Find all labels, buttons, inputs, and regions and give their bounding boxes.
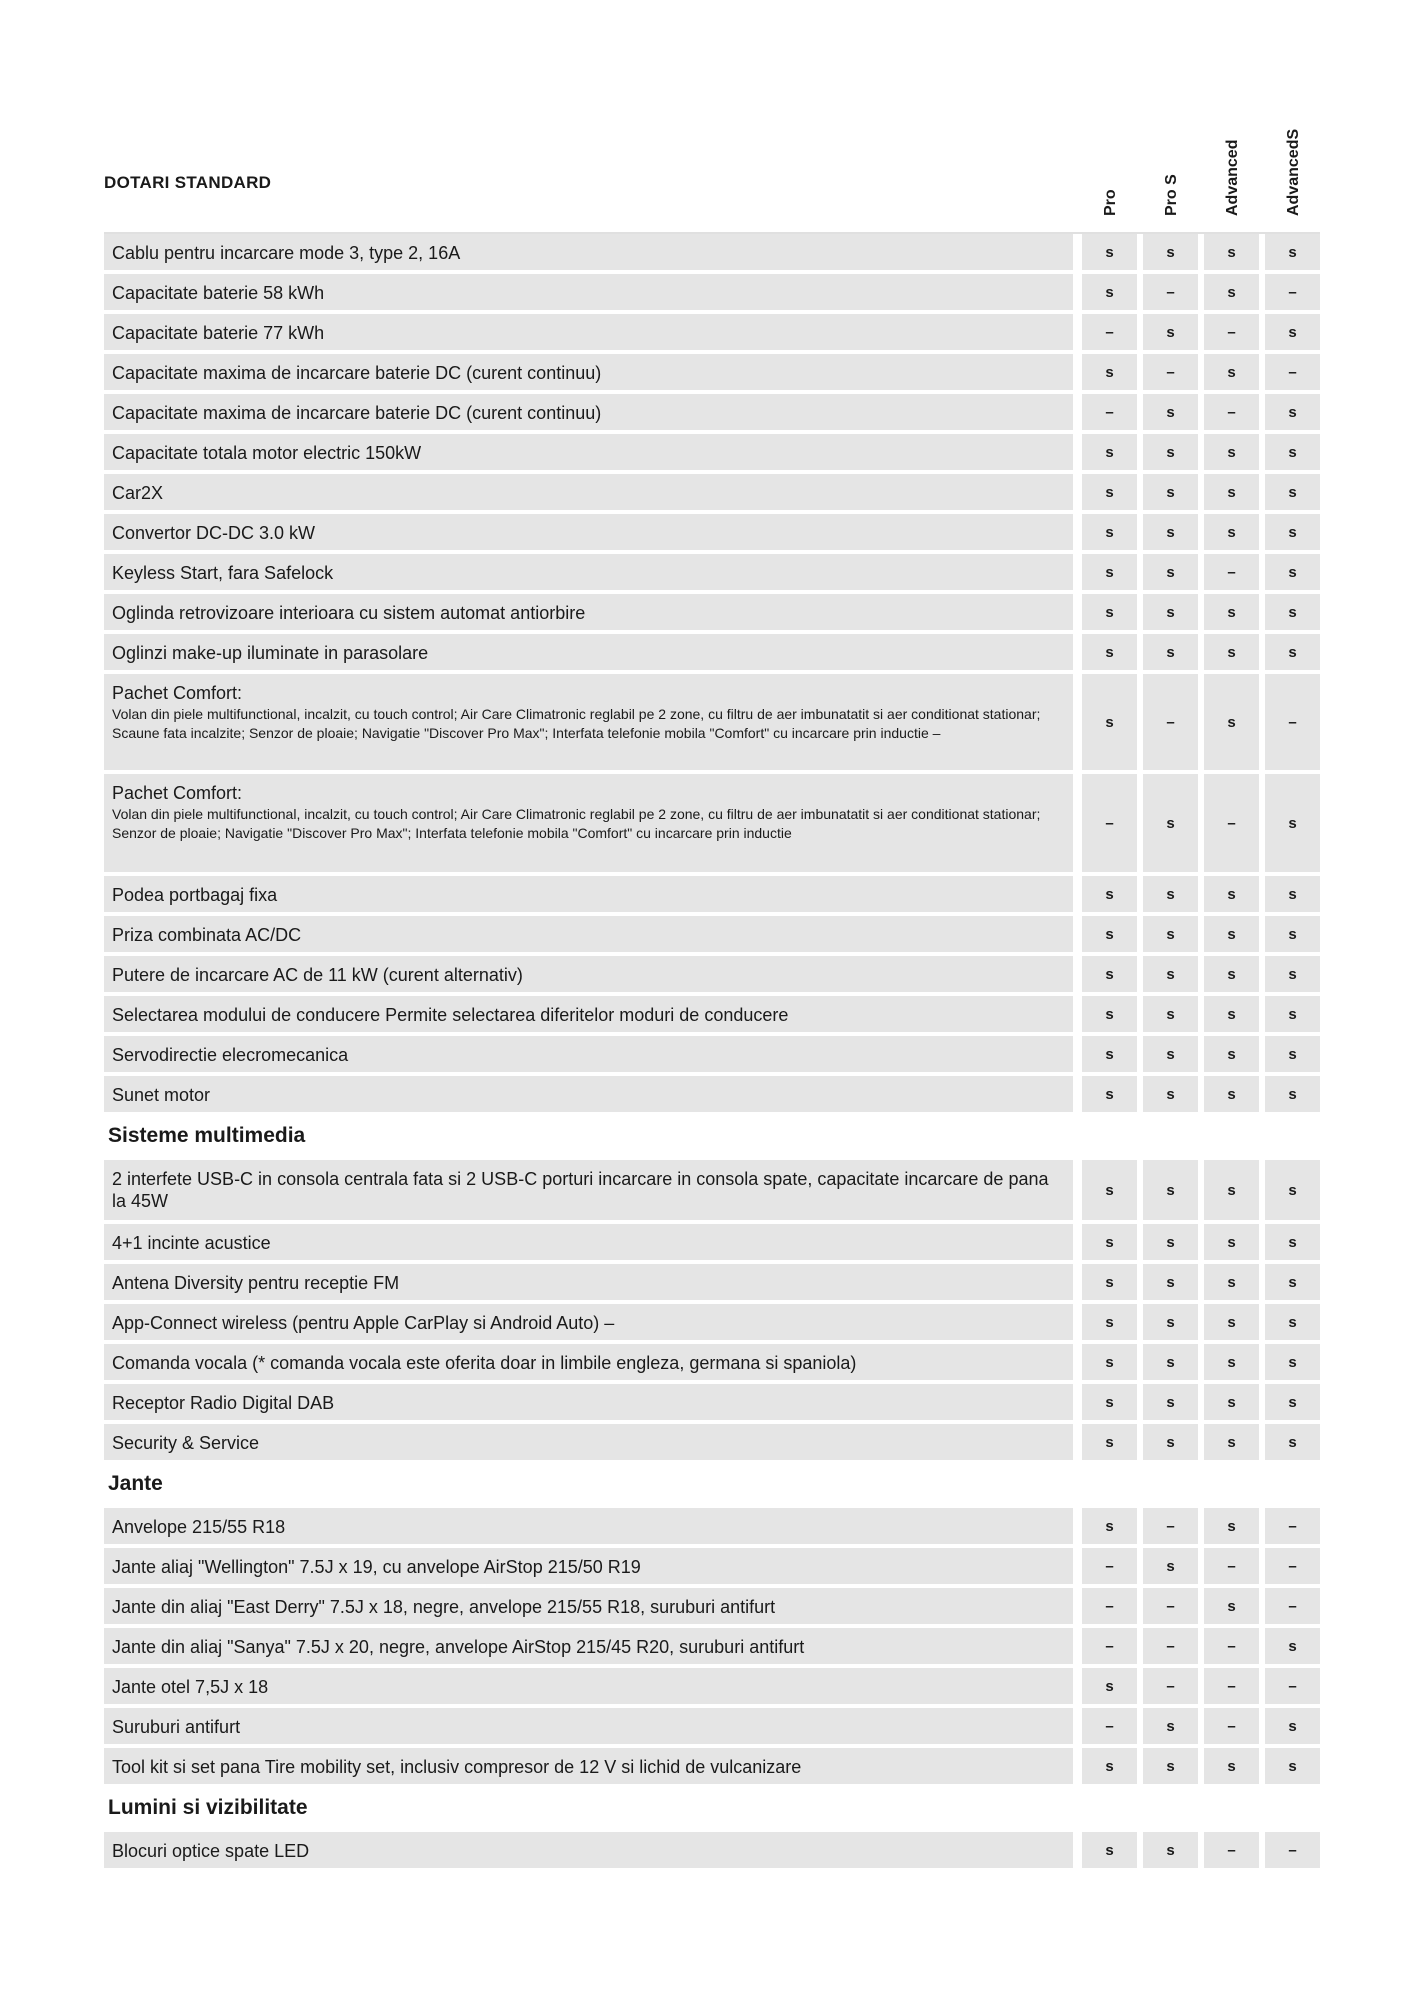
availability-pro: s bbox=[1082, 674, 1137, 770]
feature-label: Oglinzi make-up iluminate in parasolare bbox=[112, 643, 429, 663]
feature-description: Volan din piele multifunctional, incalzit, cu touch control; Air Care Climatronic reglabil pe 2 zone, cu filtru de aer imbunatatit si aer conditionat stationar; Scaune fata incalzite; Senzor de ploaie; Navigatie "Discover Pro Max"; Interfata telefonie mobila "Comfort" cu incarcare prin inductie – bbox=[112, 706, 1041, 741]
table-row bbox=[104, 1076, 1320, 1112]
availability-advanced: s bbox=[1204, 956, 1259, 992]
table-row bbox=[104, 1224, 1320, 1260]
availability-advanced: s bbox=[1204, 1076, 1259, 1112]
feature-label: Priza combinata AC/DC bbox=[112, 925, 302, 945]
availability-cells bbox=[1073, 1344, 1320, 1380]
feature-label: Cablu pentru incarcare mode 3, type 2, 16A bbox=[112, 243, 461, 263]
availability-cells bbox=[1073, 394, 1320, 430]
availability-advanced-s: s bbox=[1265, 314, 1320, 350]
availability-pro: s bbox=[1082, 354, 1137, 390]
availability-advanced: – bbox=[1204, 314, 1259, 350]
availability-pro: – bbox=[1082, 774, 1137, 872]
feature-cell bbox=[104, 1264, 1073, 1300]
availability-advanced: s bbox=[1204, 674, 1259, 770]
availability-pro-s: – bbox=[1143, 274, 1198, 310]
feature-description: Volan din piele multifunctional, incalzit, cu touch control; Air Care Climatronic reglabil pe 2 zone, cu filtru de aer imbunatatit si aer conditionat stationar; Senzor de ploaie; Navigatie "Discover Pro Max"; Interfata telefonie mobila "Comfort" cu incarcare prin inductie bbox=[112, 806, 1041, 841]
feature-cell bbox=[104, 1160, 1073, 1220]
availability-advanced-s: s bbox=[1265, 774, 1320, 872]
availability-pro: s bbox=[1082, 1424, 1137, 1460]
table-row bbox=[104, 774, 1320, 872]
availability-pro-s: s bbox=[1143, 1548, 1198, 1584]
table-row bbox=[104, 916, 1320, 952]
availability-pro-s: s bbox=[1143, 1832, 1198, 1868]
feature-label: Jante otel 7,5J x 18 bbox=[112, 1677, 269, 1697]
feature-cell bbox=[104, 1036, 1073, 1072]
feature-cell bbox=[104, 434, 1073, 470]
availability-advanced: – bbox=[1204, 774, 1259, 872]
feature-label: Capacitate maxima de incarcare baterie DC (curent continuu) bbox=[112, 403, 602, 423]
table-row bbox=[104, 554, 1320, 590]
availability-advanced-s: – bbox=[1265, 274, 1320, 310]
availability-advanced-s: s bbox=[1265, 594, 1320, 630]
table-header bbox=[104, 0, 1320, 234]
availability-pro: s bbox=[1082, 234, 1137, 270]
availability-advanced: – bbox=[1204, 1548, 1259, 1584]
availability-pro: s bbox=[1082, 594, 1137, 630]
section-title: Jante bbox=[108, 1472, 163, 1495]
availability-advanced-s: s bbox=[1265, 1628, 1320, 1664]
availability-cells bbox=[1073, 1384, 1320, 1420]
availability-cells bbox=[1073, 314, 1320, 350]
table-row bbox=[104, 234, 1320, 270]
availability-cells bbox=[1073, 996, 1320, 1032]
availability-advanced-s: – bbox=[1265, 1588, 1320, 1624]
column-header-pro: Pro bbox=[1101, 189, 1119, 216]
availability-pro: s bbox=[1082, 634, 1137, 670]
availability-pro-s: s bbox=[1143, 594, 1198, 630]
feature-label: Receptor Radio Digital DAB bbox=[112, 1393, 335, 1413]
availability-pro: s bbox=[1082, 1304, 1137, 1340]
feature-label: Capacitate maxima de incarcare baterie DC (curent continuu) bbox=[112, 363, 602, 383]
feature-label: Pachet Comfort: bbox=[112, 683, 243, 703]
availability-advanced-s: s bbox=[1265, 234, 1320, 270]
availability-advanced-s: – bbox=[1265, 1832, 1320, 1868]
availability-cells bbox=[1073, 1424, 1320, 1460]
feature-label: Jante din aliaj "East Derry" 7.5J x 18, negre, anvelope 215/55 R18, suruburi antifurt bbox=[112, 1597, 776, 1617]
table-row bbox=[104, 274, 1320, 310]
availability-cells bbox=[1073, 1628, 1320, 1664]
availability-pro-s: s bbox=[1143, 996, 1198, 1032]
feature-label: Putere de incarcare AC de 11 kW (curent alternativ) bbox=[112, 965, 523, 985]
feature-label: Convertor DC-DC 3.0 kW bbox=[112, 523, 316, 543]
availability-pro-s: – bbox=[1143, 1628, 1198, 1664]
availability-pro-s: s bbox=[1143, 1304, 1198, 1340]
feature-label: Comanda vocala (* comanda vocala este oferita doar in limbile engleza, germana si spaniola) bbox=[112, 1353, 857, 1373]
availability-cells bbox=[1073, 774, 1320, 872]
feature-cell bbox=[104, 1708, 1073, 1744]
feature-label: Capacitate baterie 58 kWh bbox=[112, 283, 325, 303]
feature-cell bbox=[104, 274, 1073, 310]
table-row bbox=[104, 1304, 1320, 1340]
availability-pro: s bbox=[1082, 1508, 1137, 1544]
feature-label: Blocuri optice spate LED bbox=[112, 1841, 310, 1861]
availability-advanced: – bbox=[1204, 1628, 1259, 1664]
feature-label: Keyless Start, fara Safelock bbox=[112, 563, 334, 583]
feature-label: Jante aliaj "Wellington" 7.5J x 19, cu anvelope AirStop 215/50 R19 bbox=[112, 1557, 641, 1577]
table-row bbox=[104, 594, 1320, 630]
availability-pro-s: s bbox=[1143, 1748, 1198, 1784]
availability-pro-s: – bbox=[1143, 1508, 1198, 1544]
availability-advanced: s bbox=[1204, 1224, 1259, 1260]
availability-pro: s bbox=[1082, 434, 1137, 470]
table-row bbox=[104, 1628, 1320, 1664]
availability-cells bbox=[1073, 916, 1320, 952]
availability-advanced-s: s bbox=[1265, 1036, 1320, 1072]
availability-pro-s: s bbox=[1143, 1384, 1198, 1420]
availability-pro-s: s bbox=[1143, 314, 1198, 350]
availability-pro-s: s bbox=[1143, 774, 1198, 872]
availability-pro-s: s bbox=[1143, 876, 1198, 912]
feature-cell bbox=[104, 1588, 1073, 1624]
availability-pro: s bbox=[1082, 1160, 1137, 1220]
feature-cell bbox=[104, 916, 1073, 952]
availability-cells bbox=[1073, 1748, 1320, 1784]
availability-advanced-s: s bbox=[1265, 996, 1320, 1032]
availability-pro: s bbox=[1082, 1076, 1137, 1112]
feature-cell bbox=[104, 1224, 1073, 1260]
availability-cells bbox=[1073, 1832, 1320, 1868]
availability-advanced-s: s bbox=[1265, 1748, 1320, 1784]
availability-pro-s: s bbox=[1143, 514, 1198, 550]
feature-label: Suruburi antifurt bbox=[112, 1717, 241, 1737]
table-row bbox=[104, 1160, 1320, 1220]
availability-pro-s: – bbox=[1143, 1588, 1198, 1624]
availability-advanced-s: s bbox=[1265, 634, 1320, 670]
availability-advanced-s: s bbox=[1265, 514, 1320, 550]
availability-advanced: s bbox=[1204, 1304, 1259, 1340]
availability-pro-s: s bbox=[1143, 554, 1198, 590]
availability-pro: s bbox=[1082, 996, 1137, 1032]
feature-cell bbox=[104, 1384, 1073, 1420]
availability-advanced-s: s bbox=[1265, 394, 1320, 430]
feature-label: Security & Service bbox=[112, 1433, 260, 1453]
table-row bbox=[104, 1588, 1320, 1624]
availability-advanced: – bbox=[1204, 1708, 1259, 1744]
availability-advanced-s: – bbox=[1265, 1668, 1320, 1704]
feature-cell bbox=[104, 234, 1073, 270]
table-row bbox=[104, 1508, 1320, 1544]
header-divider bbox=[104, 232, 1320, 234]
feature-cell bbox=[104, 1076, 1073, 1112]
availability-pro-s: – bbox=[1143, 674, 1198, 770]
availability-advanced: s bbox=[1204, 274, 1259, 310]
availability-pro-s: s bbox=[1143, 1160, 1198, 1220]
table-row bbox=[104, 876, 1320, 912]
availability-cells bbox=[1073, 1076, 1320, 1112]
availability-cells bbox=[1073, 876, 1320, 912]
availability-cells bbox=[1073, 234, 1320, 270]
availability-advanced-s: s bbox=[1265, 554, 1320, 590]
feature-cell bbox=[104, 1548, 1073, 1584]
availability-pro: s bbox=[1082, 1344, 1137, 1380]
availability-advanced-s: s bbox=[1265, 956, 1320, 992]
availability-pro-s: – bbox=[1143, 1668, 1198, 1704]
table-row bbox=[104, 1668, 1320, 1704]
availability-advanced: s bbox=[1204, 996, 1259, 1032]
table-row bbox=[104, 956, 1320, 992]
feature-label: Capacitate baterie 77 kWh bbox=[112, 323, 325, 343]
availability-advanced: s bbox=[1204, 1424, 1259, 1460]
availability-pro: s bbox=[1082, 554, 1137, 590]
table-row bbox=[104, 674, 1320, 770]
availability-advanced-s: s bbox=[1265, 434, 1320, 470]
availability-advanced: s bbox=[1204, 594, 1259, 630]
availability-pro-s: s bbox=[1143, 956, 1198, 992]
availability-advanced-s: – bbox=[1265, 1548, 1320, 1584]
availability-pro: s bbox=[1082, 274, 1137, 310]
feature-label: 4+1 incinte acustice bbox=[112, 1233, 271, 1253]
section-title: Sisteme multimedia bbox=[108, 1124, 306, 1147]
feature-cell bbox=[104, 1628, 1073, 1664]
availability-advanced-s: – bbox=[1265, 674, 1320, 770]
availability-advanced: s bbox=[1204, 1588, 1259, 1624]
feature-cell bbox=[104, 554, 1073, 590]
equipment-sheet bbox=[104, 0, 1320, 1872]
availability-pro-s: s bbox=[1143, 1264, 1198, 1300]
availability-pro: – bbox=[1082, 314, 1137, 350]
feature-label: Selectarea modului de conducere Permite selectarea diferitelor moduri de conducere bbox=[112, 1005, 789, 1025]
table-row bbox=[104, 634, 1320, 670]
feature-cell bbox=[104, 1508, 1073, 1544]
feature-label: Oglinda retrovizoare interioara cu sistem automat antiorbire bbox=[112, 603, 586, 623]
table-row bbox=[104, 1344, 1320, 1380]
availability-cells bbox=[1073, 434, 1320, 470]
availability-advanced: s bbox=[1204, 1384, 1259, 1420]
availability-cells bbox=[1073, 474, 1320, 510]
availability-advanced-s: s bbox=[1265, 1304, 1320, 1340]
table-row bbox=[104, 1424, 1320, 1460]
availability-advanced: s bbox=[1204, 1344, 1259, 1380]
availability-pro: s bbox=[1082, 1384, 1137, 1420]
availability-advanced: s bbox=[1204, 434, 1259, 470]
availability-pro: s bbox=[1082, 1832, 1137, 1868]
feature-cell bbox=[104, 314, 1073, 350]
feature-label: Pachet Comfort: bbox=[112, 783, 243, 803]
availability-cells bbox=[1073, 1160, 1320, 1220]
availability-pro-s: s bbox=[1143, 1076, 1198, 1112]
table-row bbox=[104, 1264, 1320, 1300]
availability-advanced-s: s bbox=[1265, 876, 1320, 912]
feature-cell bbox=[104, 774, 1073, 872]
feature-cell bbox=[104, 956, 1073, 992]
availability-advanced: s bbox=[1204, 634, 1259, 670]
availability-pro: – bbox=[1082, 1628, 1137, 1664]
table-row bbox=[104, 1384, 1320, 1420]
availability-advanced-s: s bbox=[1265, 1344, 1320, 1380]
availability-advanced: s bbox=[1204, 234, 1259, 270]
table-row bbox=[104, 1832, 1320, 1868]
feature-cell bbox=[104, 394, 1073, 430]
availability-cells bbox=[1073, 1304, 1320, 1340]
feature-label: App-Connect wireless (pentru Apple CarPlay si Android Auto) – bbox=[112, 1313, 615, 1333]
availability-pro: – bbox=[1082, 1588, 1137, 1624]
availability-advanced: – bbox=[1204, 554, 1259, 590]
availability-advanced-s: s bbox=[1265, 916, 1320, 952]
column-header-pro-s: Pro S bbox=[1162, 174, 1180, 216]
feature-cell bbox=[104, 1832, 1073, 1868]
availability-cells bbox=[1073, 1548, 1320, 1584]
availability-advanced: s bbox=[1204, 876, 1259, 912]
availability-advanced: – bbox=[1204, 1832, 1259, 1868]
feature-cell bbox=[104, 1424, 1073, 1460]
availability-pro-s: s bbox=[1143, 234, 1198, 270]
availability-pro-s: s bbox=[1143, 916, 1198, 952]
availability-cells bbox=[1073, 354, 1320, 390]
availability-pro-s: s bbox=[1143, 1036, 1198, 1072]
feature-label: Antena Diversity pentru receptie FM bbox=[112, 1273, 400, 1293]
table-row bbox=[104, 434, 1320, 470]
availability-advanced-s: – bbox=[1265, 354, 1320, 390]
feature-cell bbox=[104, 1668, 1073, 1704]
feature-label: Podea portbagaj fixa bbox=[112, 885, 278, 905]
availability-advanced-s: s bbox=[1265, 1160, 1320, 1220]
table-row bbox=[104, 996, 1320, 1032]
feature-cell bbox=[104, 474, 1073, 510]
availability-cells bbox=[1073, 514, 1320, 550]
availability-cells bbox=[1073, 554, 1320, 590]
column-header-advanced-s: AdvancedS bbox=[1284, 128, 1302, 216]
availability-advanced-s: s bbox=[1265, 1384, 1320, 1420]
availability-pro: s bbox=[1082, 1224, 1137, 1260]
availability-advanced-s: s bbox=[1265, 1076, 1320, 1112]
availability-advanced-s: – bbox=[1265, 1508, 1320, 1544]
feature-cell bbox=[104, 876, 1073, 912]
availability-advanced: s bbox=[1204, 1508, 1259, 1544]
availability-advanced: s bbox=[1204, 1264, 1259, 1300]
feature-label: 2 interfete USB-C in consola centrala fata si 2 USB-C porturi incarcare in consola spate, capacitate incarcare de pana la 45W bbox=[112, 1169, 1049, 1211]
column-header-advanced: Advanced bbox=[1223, 139, 1241, 216]
availability-cells bbox=[1073, 634, 1320, 670]
availability-pro: s bbox=[1082, 876, 1137, 912]
availability-pro-s: s bbox=[1143, 1424, 1198, 1460]
availability-advanced: s bbox=[1204, 916, 1259, 952]
availability-pro-s: s bbox=[1143, 634, 1198, 670]
feature-cell bbox=[104, 634, 1073, 670]
availability-cells bbox=[1073, 1036, 1320, 1072]
availability-advanced-s: s bbox=[1265, 1424, 1320, 1460]
feature-label: Anvelope 215/55 R18 bbox=[112, 1517, 286, 1537]
feature-label: Tool kit si set pana Tire mobility set, inclusiv compresor de 12 V si lichid de vulcanizare bbox=[112, 1757, 802, 1777]
availability-advanced: s bbox=[1204, 1036, 1259, 1072]
table-row bbox=[104, 314, 1320, 350]
table-row bbox=[104, 394, 1320, 430]
availability-pro: – bbox=[1082, 1548, 1137, 1584]
feature-label: Capacitate totala motor electric 150kW bbox=[112, 443, 422, 463]
availability-pro: s bbox=[1082, 1036, 1137, 1072]
availability-pro-s: s bbox=[1143, 434, 1198, 470]
table-row bbox=[104, 514, 1320, 550]
availability-advanced: – bbox=[1204, 1668, 1259, 1704]
availability-advanced: s bbox=[1204, 514, 1259, 550]
availability-pro-s: s bbox=[1143, 1708, 1198, 1744]
feature-cell bbox=[104, 1748, 1073, 1784]
table-row bbox=[104, 1036, 1320, 1072]
availability-pro: s bbox=[1082, 514, 1137, 550]
availability-pro: s bbox=[1082, 956, 1137, 992]
availability-pro: – bbox=[1082, 1708, 1137, 1744]
availability-cells bbox=[1073, 1264, 1320, 1300]
availability-pro-s: s bbox=[1143, 474, 1198, 510]
availability-advanced-s: s bbox=[1265, 474, 1320, 510]
availability-cells bbox=[1073, 1508, 1320, 1544]
availability-pro: s bbox=[1082, 1668, 1137, 1704]
feature-cell bbox=[104, 1344, 1073, 1380]
table-body bbox=[104, 234, 1320, 1868]
availability-pro-s: s bbox=[1143, 1224, 1198, 1260]
availability-advanced: – bbox=[1204, 394, 1259, 430]
feature-cell bbox=[104, 354, 1073, 390]
availability-cells bbox=[1073, 674, 1320, 770]
feature-label: Jante din aliaj "Sanya" 7.5J x 20, negre, anvelope AirStop 215/45 R20, suruburi antifurt bbox=[112, 1637, 805, 1657]
feature-label: Sunet motor bbox=[112, 1085, 211, 1105]
availability-pro: s bbox=[1082, 916, 1137, 952]
availability-cells bbox=[1073, 1668, 1320, 1704]
availability-cells bbox=[1073, 274, 1320, 310]
availability-pro: s bbox=[1082, 474, 1137, 510]
feature-label: Servodirectie elecromecanica bbox=[112, 1045, 349, 1065]
availability-pro-s: s bbox=[1143, 394, 1198, 430]
availability-cells bbox=[1073, 1588, 1320, 1624]
page-title: DOTARI STANDARD bbox=[104, 173, 272, 192]
table-row bbox=[104, 1548, 1320, 1584]
availability-advanced: s bbox=[1204, 1748, 1259, 1784]
feature-cell bbox=[104, 594, 1073, 630]
feature-cell bbox=[104, 1304, 1073, 1340]
feature-label: Car2X bbox=[112, 483, 164, 503]
availability-cells bbox=[1073, 1708, 1320, 1744]
availability-pro: s bbox=[1082, 1748, 1137, 1784]
availability-advanced: s bbox=[1204, 1160, 1259, 1220]
feature-cell bbox=[104, 514, 1073, 550]
availability-advanced: s bbox=[1204, 354, 1259, 390]
availability-pro-s: – bbox=[1143, 354, 1198, 390]
availability-cells bbox=[1073, 594, 1320, 630]
table-row bbox=[104, 1708, 1320, 1744]
section-title: Lumini si vizibilitate bbox=[108, 1796, 308, 1819]
feature-cell bbox=[104, 674, 1073, 770]
availability-advanced: s bbox=[1204, 474, 1259, 510]
feature-cell bbox=[104, 996, 1073, 1032]
table-row bbox=[104, 1748, 1320, 1784]
availability-advanced-s: s bbox=[1265, 1264, 1320, 1300]
availability-pro: s bbox=[1082, 1264, 1137, 1300]
table-row bbox=[104, 474, 1320, 510]
availability-advanced-s: s bbox=[1265, 1708, 1320, 1744]
availability-cells bbox=[1073, 956, 1320, 992]
availability-advanced-s: s bbox=[1265, 1224, 1320, 1260]
availability-pro: – bbox=[1082, 394, 1137, 430]
availability-cells bbox=[1073, 1224, 1320, 1260]
table-row bbox=[104, 354, 1320, 390]
availability-pro-s: s bbox=[1143, 1344, 1198, 1380]
